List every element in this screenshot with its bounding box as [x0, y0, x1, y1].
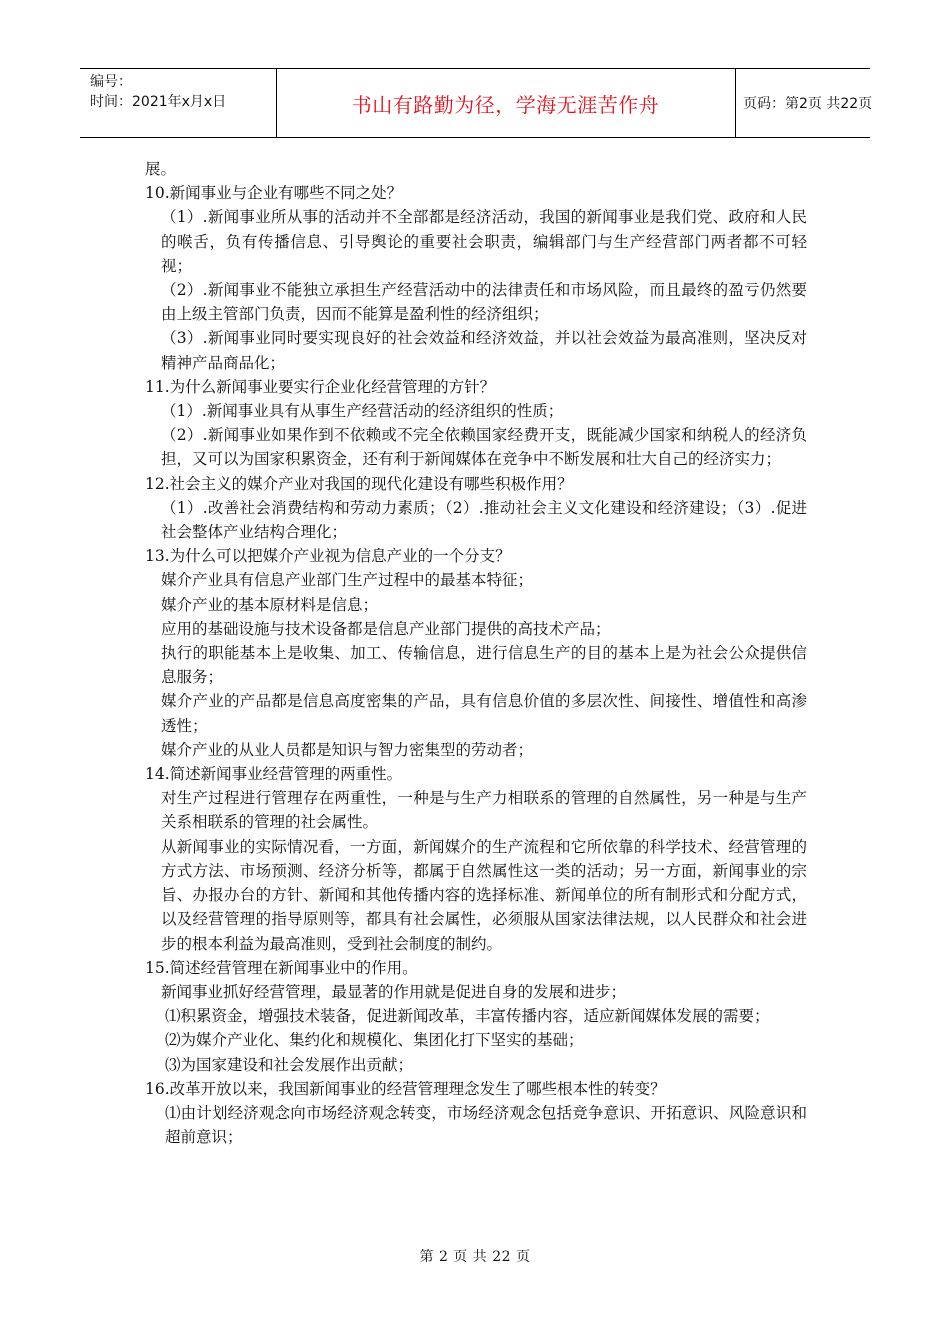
question-heading: 12.社会主义的媒介产业对我国的现代化建设有哪些积极作用？ [145, 474, 573, 493]
page-header [80, 68, 873, 138]
question-heading: 16.改革开放以来，我国新闻事业的经营管理理念发生了哪些根本性的转变？ [145, 1079, 666, 1098]
document-body [145, 157, 807, 1149]
answer-item: 应用的基础设施与技术设备都是信息产业部门提供的高技术产品； [161, 619, 611, 638]
question-heading: 11.为什么新闻事业要实行企业化经营管理的方针？ [145, 377, 496, 396]
answer-item: ⑴由计划经济观念向市场经济观念转变，市场经济观念包括竞争意识、开拓意识、风险意识和超前意识； [165, 1103, 807, 1147]
answer-item: （1）.新闻事业所从事的活动并不全部都是经济活动，我国的新闻事业是我们党、政府和人民的喉舌，负有传播信息、引导舆论的重要社会职责，编辑部门与生产经营部门两者都不可轻视； [161, 208, 807, 275]
answer-item: （1）.新闻事业具有从事生产经营活动的经济组织的性质； [161, 402, 564, 421]
page-footer: 第 2 页 共 22 页 [419, 1249, 531, 1265]
answer-item: （2）.新闻事业不能独立承担生产经营活动中的法律责任和市场风险，而且最终的盈亏仍然要由上级主管部门负责，因而不能算是盈利性的经济组织； [161, 281, 807, 324]
answer-item: 媒介产业具有信息产业部门生产过程中的最基本特征； [161, 571, 534, 590]
question-heading: 14.简述新闻事业经营管理的两重性。 [145, 765, 403, 784]
answer-item: 媒介产业的从业人员都是知识与智力密集型的劳动者； [161, 740, 534, 759]
answer-item: ⑶为国家建设和社会发展作出贡献； [165, 1055, 414, 1074]
answer-item: 从新闻事业的实际情况看，一方面，新闻媒介的生产流程和它所依靠的科学技术、经营管理的方式方法、市场预测、经济分析等，都属于自然属性这一类的活动；另一方面，新闻事业的宗旨、办报办台的方针、新闻和其他传播内容的选择标准、新闻单位的所有制形式和分配方式，以及经营管理的指导原则等，都具有社会属性，必须服从国家法律法规，以人民群众和社会进步的根本利益为最高准则，受到社会制度的制约。 [161, 837, 807, 953]
answer-item: （2）.新闻事业如果作到不依赖或不完全依赖国家经费开支，既能减少国家和纳税人的经济负担，又可以为国家积累资金，还有利于新闻媒体在竞争中不断发展和壮大自己的经济实力； [161, 426, 807, 469]
header-page-cell [735, 69, 873, 137]
document-number-label: 编号： [90, 74, 132, 90]
answer-item: （1）.改善社会消费结构和劳动力素质；（2）.推动社会主义文化建设和经济建设；（3）.促进社会整体产业结构合理化； [161, 498, 807, 542]
header-meta-cell [80, 69, 277, 137]
header-motto: 书山有路勤为径，学海无涯苦作舟 [351, 93, 660, 117]
paragraph: 展。 [145, 160, 177, 178]
header-motto-cell [276, 69, 736, 137]
answer-item: 执行的职能基本上是收集、加工、传输信息，进行信息生产的目的基本上是为社会公众提供信息服务； [161, 644, 807, 687]
answer-item: 媒介产业的基本原材料是信息； [161, 595, 379, 614]
question-heading: 15.简述经营管理在新闻事业中的作用。 [145, 958, 418, 977]
answer-item: 媒介产业的产品都是信息高度密集的产品，具有信息价值的多层次性、间接性、增值性和高渗透性； [161, 692, 807, 735]
answer-item: 对生产过程进行管理存在两重性，一种是与生产力相联系的管理的自然属性，另一种是与生产关系相联系的管理的社会属性。 [161, 789, 807, 832]
answer-item: （3）.新闻事业同时要实现良好的社会效益和经济效益，并以社会效益为最高准则，坚决反对精神产品商品化； [161, 329, 807, 372]
question-heading: 13.为什么可以把媒介产业视为信息产业的一个分支？ [145, 547, 511, 566]
answer-item: ⑴积累资金，增强技术装备，促进新闻改革，丰富传播内容，适应新闻媒体发展的需要； [165, 1007, 770, 1026]
answer-item: 新闻事业抓好经营管理，最显著的作用就是促进自身的发展和进步； [161, 982, 627, 1001]
document-time-label: 时间：2021年x月x日 [90, 94, 227, 110]
question-heading: 10.新闻事业与企业有哪些不同之处？ [145, 184, 403, 203]
header-page-info: 页码：第2页 共22页 [743, 96, 873, 112]
answer-item: ⑵为媒介产业化、集约化和规模化、集团化打下坚实的基础； [165, 1031, 584, 1050]
